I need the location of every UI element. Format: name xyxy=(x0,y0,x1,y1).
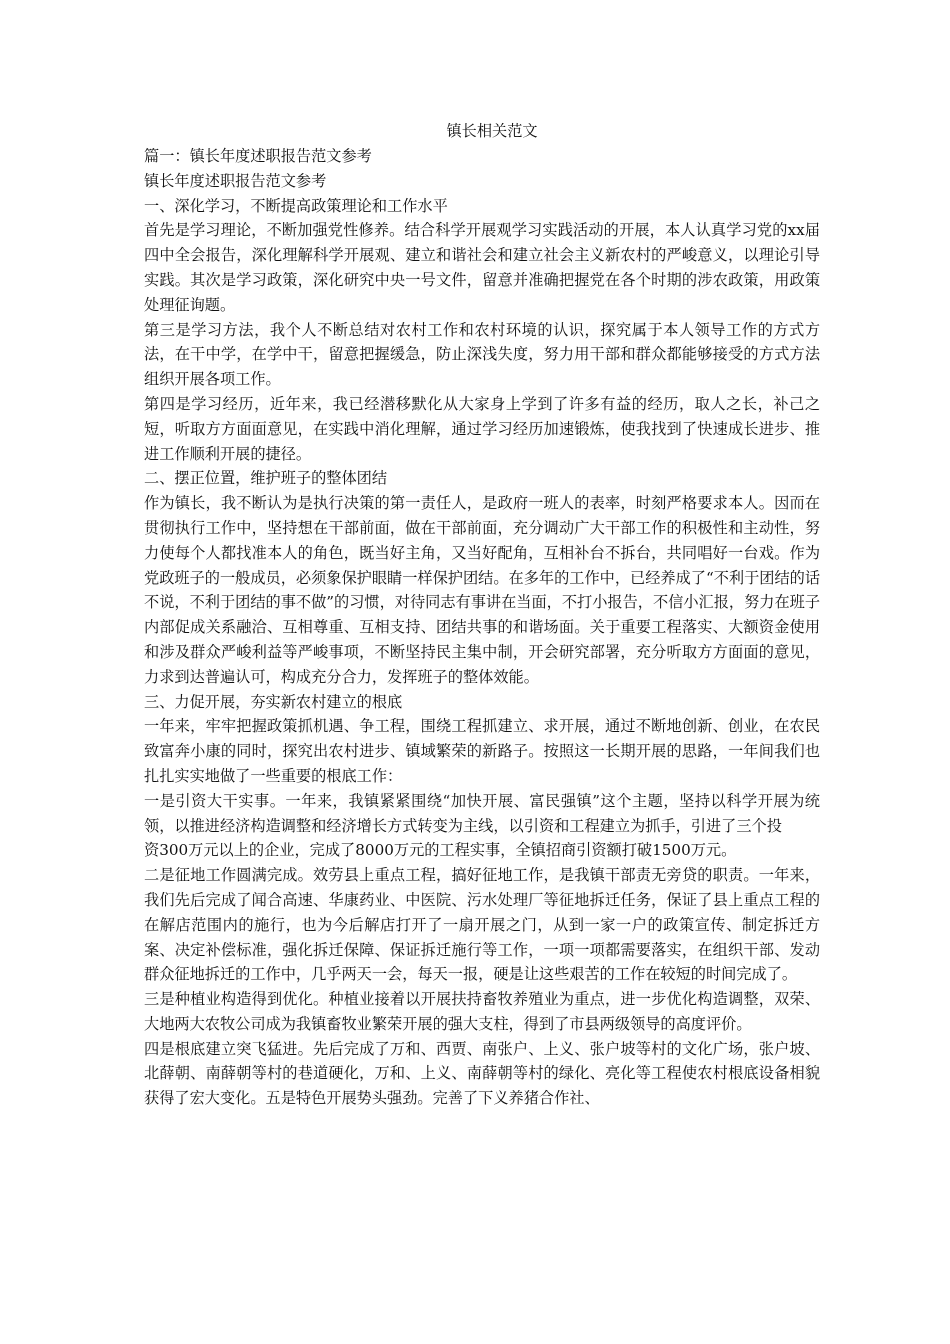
paragraph: 一年来，牢牢把握政策抓机遇、争工程，围绕工程抓建立、求开展，通过不断地创新、创业，在农民致富奔小康的同时，探究出农村进步、镇域繁荣的新路子。按照这一长期开展的思路，一年间我们也扎扎实实地做了一些重要的根底工作： xyxy=(144,717,820,785)
paragraph: 第三是学习方法，我个人不断总结对农村工作和农村环境的认识，探究属于本人领导工作的方式方法，在干中学，在学中干，留意把握缓急，防止深浅失度，努力用干部和群众都能够接受的方式方法组织开展各项工作。 xyxy=(144,320,820,389)
paragraph: 二是征地工作圆满完成。效劳县上重点工程，搞好征地工作，是我镇干部责无旁贷的职责。一年来，我们先后完成了闻合高速、华康药业、中医院、污水处理厂等征地拆迁任务，保证了县上重点工程的在解店范围内的施行，也为今后解店打开了一扇开展之门，从到一家一户的政策宣传、制定拆迁方案、决定补偿标准，强化拆迁保障、保证拆迁施行等工作，一项一项都需要落实，在组织干部、发动群众征地拆迁的工作中，几乎两天一会，每天一报，硬是让这些艰苦的工作在较短的时间完成了。 xyxy=(144,866,820,984)
paragraph: 首先是学习理论，不断加强党性修养。结合科学开展观学习实践活动的开展，本人认真学习党的xx届四中全会报告，深化理解科学开展观、建立和谐社会和建立社会主义新农村的严峻意义，以理论引导实践。其次是学习政策，深化研究中央一号文件，留意并准确把握党在各个时期的涉农政策，用政策处理征询题。 xyxy=(144,221,820,314)
paragraph: 作为镇长，我不断认为是执行决策的第一责任人，是政府一班人的表率，时刻严格要求本人。因而在贯彻执行工作中，坚持想在干部前面，做在干部前面，充分调动广大干部工作的积极性和主动性，努力使每个人都找准本人的角色，既当好主角，又当好配角，互相补台不拆台，共同唱好一台戏。作为党政班子的一般成员，必须象保护眼睛一样保护团结。在多年的工作中，已经养成了“不利于团结的话不说，不利于团结的事不做”的习惯，对待同志有事讲在当面，不打小报告，不信小汇报，努力在班子内部促成关系融洽、互相尊重、互相支持、团结共事的和谐场面。关于重要工程落实、大额资金使用和涉及群众严峻利益等严峻事项，不断坚持民主集中制，开会研究部署，充分听取方方面面的意见，力求到达普遍认可，构成充分合力，发挥班子的整体效能。 xyxy=(144,494,821,686)
section-heading: 一、深化学习，不断提高政策理论和工作水平 xyxy=(144,196,448,215)
paragraph: 四是根底建立突飞猛进。先后完成了万和、西贾、南张户、上义、张户坡等村的文化广场，张户坡、北薛朝、南薛朝等村的巷道硬化，万和、上义、南薛朝等村的绿化、亮化等工程使农村根底设备相貌获得了宏大变化。五是特色开展势头强劲。完善了下义养猪合作社、 xyxy=(144,1039,820,1108)
paragraph: 一是引资大干实事。一年来，我镇紧紧围绕“加快开展、富民强镇”这个主题，坚持以科学开展为统领，以推进经济构造调整和经济增长方式转变为主线，以引资和工程建立为抓手，引进了三个投 xyxy=(144,791,820,835)
document-title: 镇长相关范文 xyxy=(446,122,538,140)
paragraph: 资300万元以上的企业，完成了8000万元的工程实事，全镇招商引资额打破1500万元。 xyxy=(144,841,737,860)
document-page xyxy=(144,118,820,1111)
section-heading: 二、摆正位置，维护班子的整体团结 xyxy=(144,469,387,488)
paragraph: 三是种植业构造得到优化。种植业接着以开展扶持畜牧养殖业为重点，进一步优化构造调整，双荣、大地两大农牧公司成为我镇畜牧业繁荣开展的强大支柱，得到了市县两级领导的高度评价。 xyxy=(144,990,820,1033)
paragraph: 镇长年度述职报告范文参考 xyxy=(144,171,327,190)
paragraph: 篇一：镇长年度述职报告范文参考 xyxy=(144,147,372,165)
section-heading: 三、力促开展，夯实新农村建立的根底 xyxy=(144,692,403,711)
paragraph: 第四是学习经历，近年来，我已经潜移默化从大家身上学到了许多有益的经历，取人之长，补己之短，听取方方面面意见，在实践中消化理解，通过学习经历加速锻炼，使我找到了快速成长进步、推进工作顺利开展的捷径。 xyxy=(144,394,820,463)
